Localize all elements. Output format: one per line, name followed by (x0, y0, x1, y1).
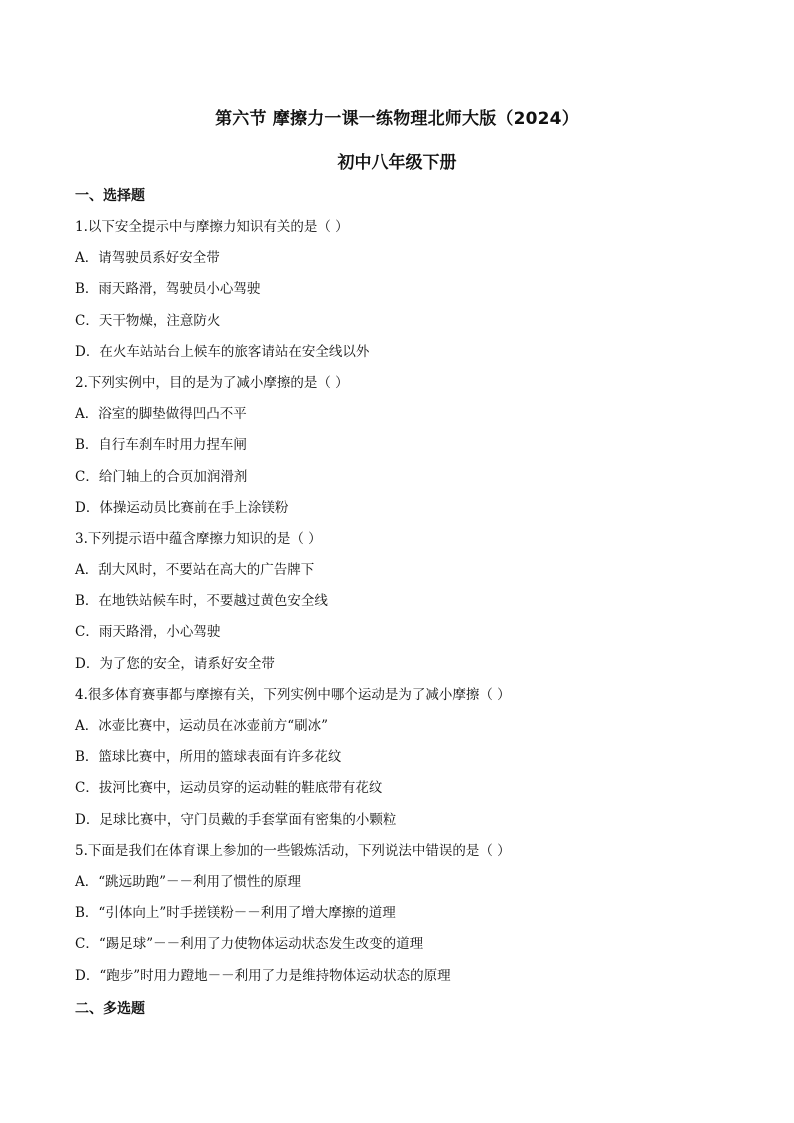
document-body (75, 184, 725, 1028)
option-c: C．“踢足球”－－利用了力使物体运动状态发生改变的道理 (75, 936, 424, 953)
section-heading: 一、选择题 (75, 188, 145, 204)
question-1 (75, 215, 725, 371)
option-c: C．雨天路滑，小心驾驶 (75, 624, 221, 641)
option-a: A．请驾驶员系好安全带 (75, 250, 220, 267)
option-c: C．天干物燥，注意防火 (75, 312, 221, 329)
option-a: A．“跳远助跑”－－利用了惯性的原理 (75, 873, 302, 890)
option-d: D．“跑步”时用力蹬地－－利用了力是维持物体运动状态的原理 (75, 967, 451, 984)
option-a: A．刮大风时，不要站在高大的广告牌下 (75, 562, 315, 579)
question-4 (75, 683, 725, 839)
question-stem: 3.下列提示语中蕴含摩擦力知识的是（ ） (75, 530, 322, 547)
option-d: D．足球比赛中，守门员戴的手套掌面有密集的小颗粒 (75, 811, 397, 828)
option-c: C．拔河比赛中，运动员穿的运动鞋的鞋底带有花纹 (75, 780, 383, 797)
question-5 (75, 839, 725, 995)
question-stem: 1.以下安全提示中与摩擦力知识有关的是（ ） (75, 219, 349, 235)
option-c: C．给门轴上的合页加润滑剂 (75, 468, 248, 485)
option-d: D．体操运动员比赛前在手上涂镁粉 (75, 499, 289, 516)
document-subtitle: 初中八年级下册 (337, 153, 457, 173)
option-a: A．浴室的脚垫做得凹凸不平 (75, 406, 247, 423)
option-d: D．为了您的安全，请系好安全带 (75, 655, 275, 672)
document-title: 第六节 摩擦力一课一练物理北师大版（2024） (215, 109, 579, 129)
question-stem: 2.下列实例中，目的是为了减小摩擦的是（ ） (75, 374, 349, 391)
question-2 (75, 371, 725, 527)
section-heading: 二、多选题 (75, 1000, 145, 1017)
question-stem: 5.下面是我们在体育课上参加的一些锻炼活动，下列说法中错误的是（ ） (75, 842, 511, 859)
question-3 (75, 527, 725, 683)
option-a: A．冰壶比赛中，运动员在冰壶前方“刷冰” (75, 718, 329, 734)
option-b: B．雨天路滑，驾驶员小心驾驶 (75, 281, 261, 298)
option-b: B．篮球比赛中，所用的篮球表面有许多花纹 (75, 749, 342, 766)
option-b: B．在地铁站候车时，不要越过黄色安全线 (75, 593, 328, 610)
option-b: B．自行车刹车时用力捏车闸 (75, 437, 247, 454)
question-stem: 4.很多体育赛事都与摩擦有关，下列实例中哪个运动是为了减小摩擦（ ） (75, 686, 511, 703)
option-d: D．在火车站站台上候车的旅客请站在安全线以外 (75, 343, 370, 360)
option-b: B．“引体向上”时手搓镁粉－－利用了增大摩擦的道理 (75, 905, 396, 922)
